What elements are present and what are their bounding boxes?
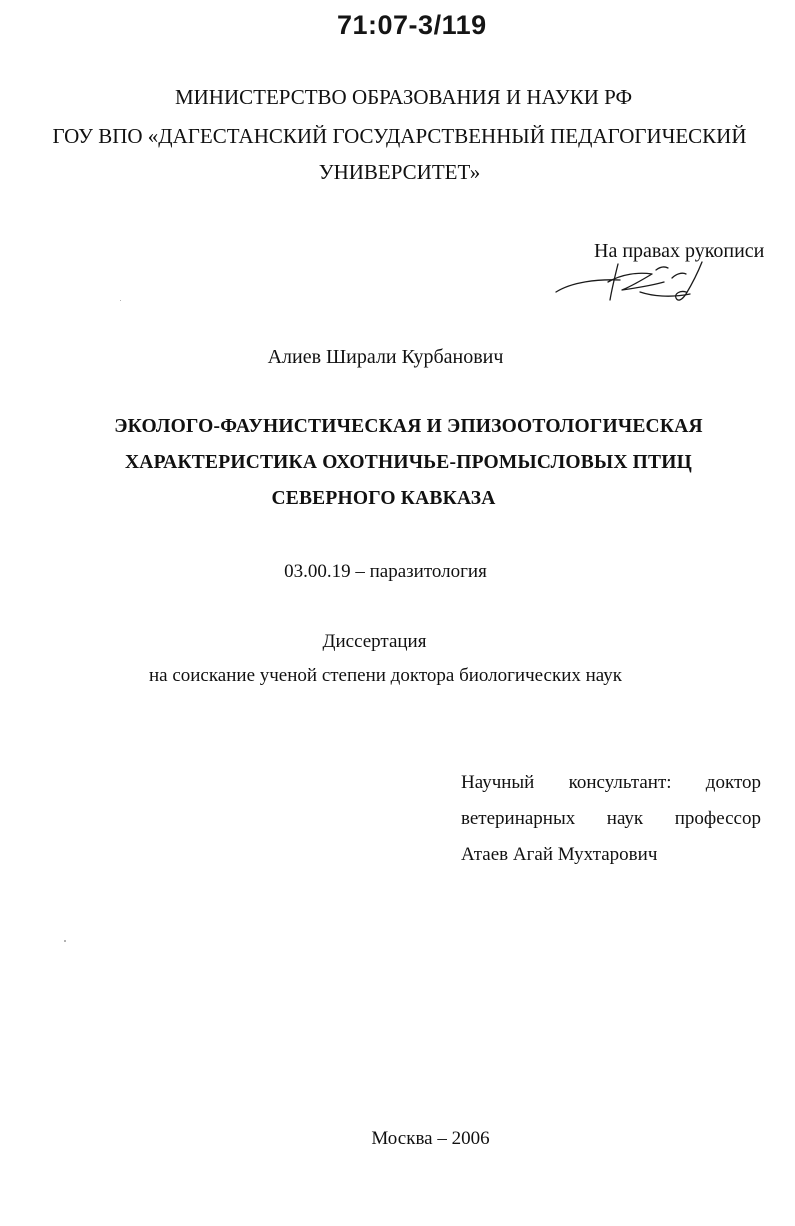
consultant-word: профессор (674, 808, 761, 829)
dissertation-title-line1: ЭКОЛОГО-ФАУНИСТИЧЕСКАЯ И ЭПИЗООТОЛОГИЧЕСКАЯ (114, 416, 703, 437)
consultant-word: доктор (705, 772, 761, 793)
catalog-number: 71:07-3/119 (337, 10, 487, 40)
dissertation-title-line2: ХАРАКТЕРИСТИКА ОХОТНИЧЬЕ-ПРОМЫСЛОВЫХ ПТИЦ (125, 452, 692, 473)
consultant-word: наук (606, 808, 644, 829)
consultant-name: Атаев Агай Мухтарович (461, 844, 658, 865)
consultant-word: консультант: (568, 772, 672, 793)
author-name: Алиев Ширали Курбанович (267, 346, 504, 368)
manuscript-rights-label: На правах рукописи (594, 240, 765, 262)
consultant-line1 (461, 772, 761, 794)
consultant-word: ветеринарных (461, 808, 576, 829)
document-type: Диссертация (322, 631, 427, 652)
dissertation-title-line3: СЕВЕРНОГО КАВКАЗА (271, 488, 496, 509)
degree-statement: на соискание ученой степени доктора биологических наук (148, 665, 623, 686)
ministry-name: МИНИСТЕРСТВО ОБРАЗОВАНИЯ И НАУКИ РФ (174, 85, 633, 109)
handwritten-signature (552, 252, 722, 310)
consultant-word: Научный (461, 772, 535, 793)
city-year: Москва – 2006 (371, 1128, 490, 1149)
university-name-line1: ГОУ ВПО «ДАГЕСТАНСКИЙ ГОСУДАРСТВЕННЫЙ ПЕДАГОГИЧЕСКИЙ (52, 124, 747, 148)
consultant-line2 (461, 808, 761, 830)
scan-speck (120, 300, 121, 301)
specialty-code: 03.00.19 – паразитология (284, 561, 487, 582)
scan-speck (64, 940, 66, 942)
university-name-line2: УНИВЕРСИТЕТ» (318, 160, 481, 184)
